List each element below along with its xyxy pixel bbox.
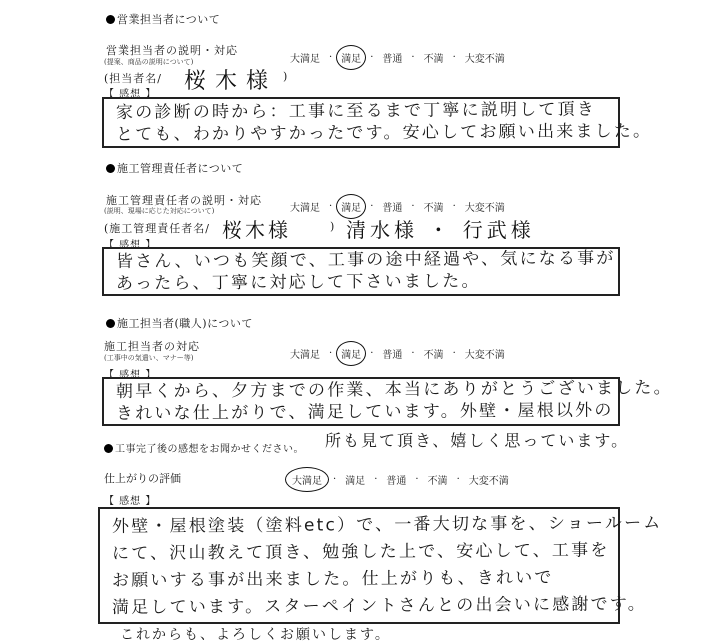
comment-line: 外壁・屋根塗装（塗料etc）で、一番大切な事を、ショールーム bbox=[111, 513, 663, 537]
manager-name-close-paren: ) bbox=[330, 220, 336, 233]
rating-option-very-dissatisfied[interactable]: 大変不満 bbox=[464, 54, 505, 65]
comment-label: 【 感想 】 bbox=[104, 240, 157, 251]
rating-option-dissatisfied[interactable]: 不満 bbox=[427, 476, 448, 487]
rating-option-very-satisfied-selected[interactable]: 大満足 bbox=[288, 472, 326, 487]
comment-line: きれいな仕上がりで、満足しています。外壁・屋根以外の bbox=[115, 400, 614, 424]
bullet-icon bbox=[106, 15, 115, 24]
comment-box-completion bbox=[98, 507, 663, 624]
question-sublabel: (説明、現場に応じた対応について) bbox=[104, 207, 215, 215]
rating-option-neutral[interactable]: 普通 bbox=[386, 476, 407, 487]
section-heading-text: 施工担当者(職人)について bbox=[117, 317, 253, 330]
question-label: 施工担当者の対応 bbox=[104, 340, 200, 353]
question-sublabel: (工事中の気遣い、マナー等) bbox=[104, 354, 194, 362]
rating-option-very-dissatisfied[interactable]: 大変不満 bbox=[464, 350, 505, 361]
rating-option-dissatisfied[interactable]: 不満 bbox=[423, 350, 444, 361]
manager-name-label: (施工管理責任者名/ bbox=[104, 222, 210, 235]
rating-scale-construction-manager: 大満足 · 満足 · 普通 · 不満 · 大変不満 bbox=[290, 201, 505, 214]
comment-line: お願いする事が出来ました。仕上がりも、きれいで bbox=[111, 567, 554, 591]
rating-option-satisfied[interactable]: 満足 bbox=[345, 476, 366, 487]
rating-option-dissatisfied[interactable]: 不満 bbox=[423, 54, 444, 65]
comment-label: 【 感想 】 bbox=[104, 496, 157, 507]
comment-line: にて、沢山教えて頂き、勉強した上で、安心して、工事を bbox=[111, 540, 610, 564]
comment-box-craftsman bbox=[102, 377, 673, 426]
rating-option-satisfied-selected[interactable]: 満足 bbox=[339, 346, 363, 361]
section-heading-text: 施工管理責任者について bbox=[117, 162, 244, 175]
bullet-icon bbox=[106, 164, 115, 173]
section-heading-completion bbox=[104, 440, 304, 455]
rating-option-very-satisfied[interactable]: 大満足 bbox=[290, 350, 320, 361]
rating-option-very-dissatisfied[interactable]: 大変不満 bbox=[464, 203, 505, 214]
rating-option-very-dissatisfied[interactable]: 大変不満 bbox=[468, 476, 509, 487]
comment-label: 【 感想 】 bbox=[104, 370, 157, 381]
rating-option-satisfied-selected[interactable]: 満足 bbox=[339, 199, 363, 214]
question-label: 仕上がりの評価 bbox=[104, 472, 181, 485]
bullet-icon bbox=[106, 319, 115, 328]
question-label: 施工管理責任者の説明・対応 bbox=[106, 194, 262, 207]
section-heading-text: 営業担当者について bbox=[117, 13, 221, 26]
comment-line: とても、わかりやすかったです。安心してお願い出来ました。 bbox=[115, 121, 653, 145]
comment-label: 【 感想 】 bbox=[104, 89, 157, 100]
comment-line: 家の診断の時から：工事に至るまで丁寧に説明して頂き bbox=[115, 99, 597, 123]
comment-overflow-line: 所も見て頂き、嬉しく思っています。 bbox=[325, 431, 630, 450]
rating-option-very-satisfied[interactable]: 大満足 bbox=[290, 54, 320, 65]
rating-scale-sales: 大満足 · 満足 · 普通 · 不満 · 大変不満 bbox=[290, 52, 505, 65]
rating-option-neutral[interactable]: 普通 bbox=[382, 54, 403, 65]
staff-name-close-paren: ) bbox=[283, 70, 289, 83]
staff-name-label: (担当者名/ bbox=[104, 72, 162, 85]
comment-line: 皆さん、いつも笑顔で、工事の途中経過や、気になる事が bbox=[115, 248, 616, 272]
section-heading-craftsman bbox=[106, 315, 253, 331]
rating-option-neutral[interactable]: 普通 bbox=[382, 350, 403, 361]
section-heading-sales bbox=[106, 11, 220, 27]
question-label: 営業担当者の説明・対応 bbox=[106, 44, 238, 57]
section-heading-construction-manager bbox=[106, 160, 243, 176]
rating-option-dissatisfied[interactable]: 不満 bbox=[423, 203, 444, 214]
comment-box-construction-manager bbox=[102, 247, 620, 296]
manager-name-handwritten: 桜木様 bbox=[222, 218, 291, 242]
question-sublabel: (提案、商品の説明について) bbox=[104, 58, 194, 66]
rating-option-very-satisfied[interactable]: 大満足 bbox=[290, 203, 320, 214]
rating-option-satisfied-selected[interactable]: 満足 bbox=[339, 50, 363, 65]
manager-name-extra-handwritten: 清水様 ・ 行武様 bbox=[346, 218, 535, 242]
comment-overflow-line: これからも、よろしくお願いします。 bbox=[120, 627, 391, 643]
rating-option-neutral[interactable]: 普通 bbox=[382, 203, 403, 214]
comment-line: 満足しています。スターペイントさんとの出会いに感謝です。 bbox=[111, 594, 647, 618]
comment-line: 朝早くから、夕方までの作業、本当にありがとうございました。 bbox=[115, 378, 673, 402]
comment-box-sales bbox=[102, 97, 653, 148]
staff-name-handwritten: 桜木様 bbox=[184, 69, 278, 94]
section-heading-text: 工事完了後の感想をお聞かせください。 bbox=[115, 444, 304, 455]
bullet-icon bbox=[104, 444, 113, 453]
comment-line: あったら、丁寧に対応して下さいました。 bbox=[115, 271, 481, 294]
rating-scale-craftsman: 大満足 · 満足 · 普通 · 不満 · 大変不満 bbox=[290, 348, 505, 361]
rating-scale-completion: 大満足 · 満足 · 普通 · 不満 · 大変不満 bbox=[288, 472, 511, 487]
